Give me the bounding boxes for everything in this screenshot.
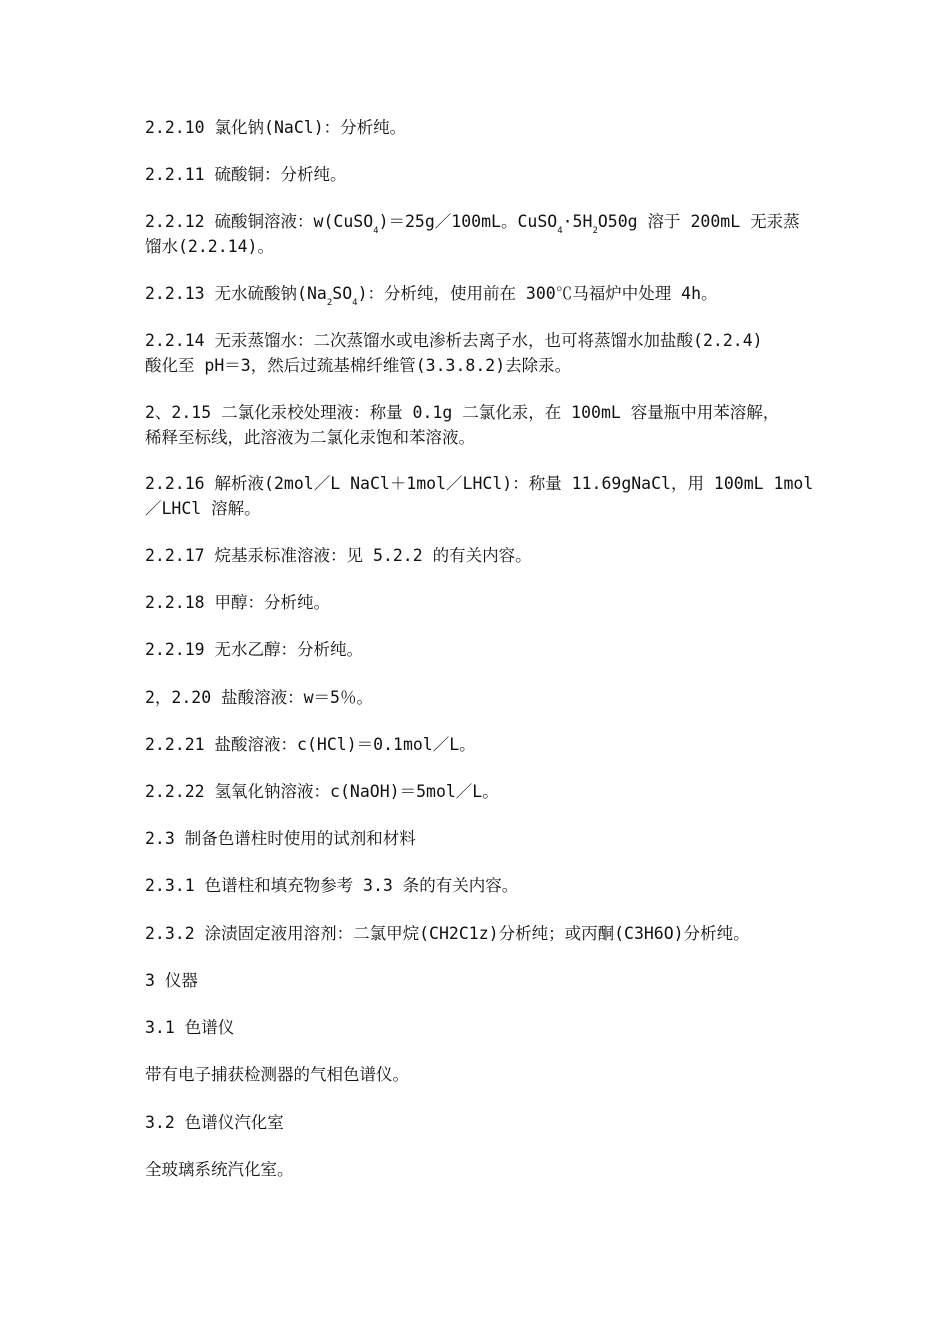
text-line: 2.2.14 无汞蒸馏水：二次蒸馏水或电渗析去离子水，也可将蒸馏水加盐酸(2.2.4) [145, 331, 763, 350]
text-line: 2.3 制备色谱柱时使用的试剂和材料 [145, 829, 416, 848]
text-line: 全玻璃系统汽化室。 [145, 1160, 294, 1179]
text-line: 2.2.10 氯化钠(NaCl)：分析纯。 [145, 118, 407, 137]
para-2-3-2 [145, 921, 825, 946]
text-run: SO [332, 284, 353, 303]
para-3-1-body [145, 1062, 825, 1087]
para-2-2-22 [145, 779, 825, 804]
text-line: 2、2.15 二氯化汞校处理液：称量 0.1g 二氯化汞，在 100mL 容量瓶中用苯溶解， [145, 403, 780, 422]
para-2-2-16 [145, 471, 825, 521]
para-2-2-14 [145, 328, 825, 378]
text-run: 2.2.12 硫酸铜溶液：w(CuSO [145, 212, 374, 231]
subscript: 4 [352, 298, 358, 308]
para-3-2-body [145, 1157, 825, 1182]
text-line: 2.2.11 硫酸铜：分析纯。 [145, 165, 347, 184]
text-line: 酸化至 pH＝3，然后过巯基棉纤维管(3.3.8.2)去除汞。 [145, 356, 572, 375]
text-line: ／LHCl 溶解。 [145, 499, 261, 518]
heading-3-1 [145, 1015, 825, 1040]
text-run: )：分析纯，使用前在 300℃马福炉中处理 4h。 [357, 284, 718, 303]
text-line: 3 仪器 [145, 971, 198, 990]
para-2-2-12 [145, 209, 825, 259]
text-line: 2.2.22 氢氧化钠溶液：c(NaOH)＝5mol／L。 [145, 782, 499, 801]
text-run: ·5H [562, 212, 593, 231]
text-line: 稀释至标线，此溶液为二氯化汞饱和苯溶液。 [145, 428, 475, 447]
text-run: O50g 溶于 200mL 无汞蒸 [597, 212, 800, 231]
text-line: 2.2.16 解析液(2mol／L NaCl＋1mol／LHCl)：称量 11.69gNaCl，用 100mL 1mol [145, 474, 814, 493]
text-line: 馏水(2.2.14)。 [145, 237, 274, 256]
para-2-2-13 [145, 281, 825, 306]
text-run: 2.2.13 无水硫酸钠(Na [145, 284, 327, 303]
text-line: 2.2.19 无水乙醇：分析纯。 [145, 640, 364, 659]
subscript: 2 [326, 298, 333, 308]
text-line: 3.1 色谱仪 [145, 1018, 235, 1037]
text-line: 2.2.21 盐酸溶液：c(HCl)＝0.1mol／L。 [145, 735, 476, 754]
para-2-2-18 [145, 590, 825, 615]
heading-3-2 [145, 1110, 825, 1135]
subscript: 2 [592, 226, 598, 236]
text-run: )＝25g／100mL。CuSO [378, 212, 558, 231]
para-2-2-10 [145, 115, 825, 140]
text-line: 2.3.2 涂渍固定液用溶剂：二氯甲烷(CH2C1z)分析纯；或丙酮(C3H6O)分析纯。 [145, 924, 750, 943]
para-2-2-19 [145, 637, 825, 662]
text-line: 2，2.20 盐酸溶液：w＝5％。 [145, 688, 373, 707]
text-line: 3.2 色谱仪汽化室 [145, 1113, 284, 1132]
para-2-2-20 [145, 685, 825, 710]
para-2-2-11 [145, 162, 825, 187]
text-line: 带有电子捕获检测器的气相色谱仪。 [145, 1065, 409, 1084]
subscript: 4 [557, 226, 563, 236]
heading-3 [145, 968, 825, 993]
text-line: 2.3.1 色谱柱和填充物参考 3.3 条的有关内容。 [145, 876, 519, 895]
para-2-2-21 [145, 732, 825, 757]
subscript: 4 [373, 226, 379, 236]
text-line: 2.2.18 甲醇：分析纯。 [145, 593, 331, 612]
para-2-2-17 [145, 543, 825, 568]
para-2-2-15 [145, 400, 825, 450]
heading-2-3 [145, 826, 825, 851]
text-line: 2.2.17 烷基汞标准溶液：见 5.2.2 的有关内容。 [145, 546, 532, 565]
para-2-3-1 [145, 873, 825, 898]
